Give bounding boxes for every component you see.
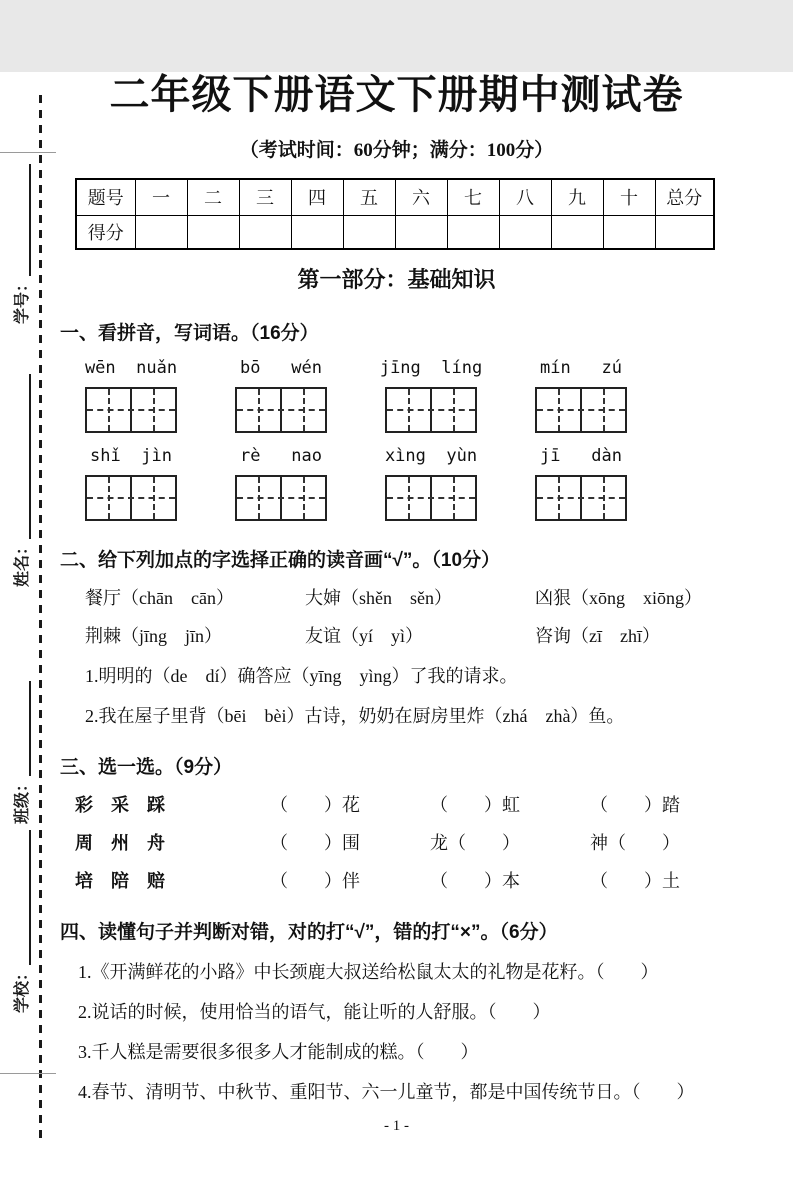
school-blank	[13, 830, 31, 965]
q3-options: 彩 采 踩	[75, 795, 165, 815]
question-3-heading: 三、选一选。（9分）	[60, 757, 233, 778]
score-table	[75, 178, 715, 250]
score-table-score-row	[76, 215, 714, 249]
q3-item: 神（ ）	[590, 833, 680, 853]
q3-item: （ ）踏	[590, 795, 680, 815]
q3-item: （ ）伴	[270, 871, 360, 891]
student-id-field	[13, 164, 31, 324]
grid-cell	[280, 477, 325, 519]
student-name-blank	[13, 374, 31, 539]
paper-content	[60, 72, 733, 1135]
writing-grid	[235, 475, 327, 521]
class-field	[13, 681, 31, 824]
q2-word-row-1	[85, 584, 733, 610]
writing-grid	[535, 475, 627, 521]
q2-word: 友谊（yí yì）	[305, 626, 424, 646]
q2-word: 荆棘（jīng jīn）	[85, 626, 223, 646]
binding-dashed-line	[39, 95, 42, 1141]
student-name-field	[13, 374, 31, 587]
q3-item: （ ）虹	[430, 795, 520, 815]
question-1-heading: 一、看拼音，写词语。（16分）	[60, 323, 319, 344]
grid-cell	[130, 477, 175, 519]
question-4-heading: 四、读懂句子并判断对错，对的打“√”，错的打“×”。（6分）	[60, 922, 558, 943]
grid-cell	[580, 389, 625, 431]
col-3: 三	[239, 179, 291, 215]
pinyin-word-block	[385, 446, 477, 521]
pinyin-label: shǐ jìn	[90, 446, 172, 466]
q2-word: 大婶（shěn sěn）	[305, 588, 452, 608]
class-label: 班级：	[14, 775, 31, 824]
total-score-label: 总分	[655, 179, 714, 215]
writing-grid	[85, 475, 177, 521]
pinyin-label: mín zú	[540, 358, 622, 378]
score-label: 得分	[76, 215, 135, 249]
grid-cell	[280, 389, 325, 431]
writing-grid	[535, 387, 627, 433]
pinyin-word-block	[379, 358, 483, 433]
page-number: - 1 -	[384, 1118, 409, 1134]
grid-cell	[130, 389, 175, 431]
col-8: 八	[499, 179, 551, 215]
score-cell	[239, 215, 291, 249]
pinyin-row-1	[85, 358, 733, 433]
score-cell	[551, 215, 603, 249]
q2-word: 餐厅（chān cān）	[85, 588, 234, 608]
writing-grid	[85, 387, 177, 433]
total-score-cell	[655, 215, 714, 249]
grid-cell	[387, 389, 430, 431]
pinyin-word-block	[535, 446, 627, 521]
q4-item-4: 4.春节、清明节、中秋节、重阳节、六一儿童节，都是中国传统节日。（ ）	[78, 1082, 695, 1102]
q3-item: （ ）花	[270, 795, 360, 815]
paper-title: 二年级下册语文下册期中测试卷	[109, 72, 684, 117]
pinyin-label: rè nao	[240, 446, 322, 466]
score-cell	[135, 215, 187, 249]
pinyin-label: jīng líng	[379, 358, 483, 378]
grid-cell	[87, 389, 130, 431]
student-id-blank	[13, 164, 31, 276]
pinyin-label: bō wén	[240, 358, 322, 378]
score-cell	[603, 215, 655, 249]
score-cell	[499, 215, 551, 249]
q3-item: （ ）围	[270, 833, 360, 853]
question-2-heading: 二、给下列加点的字选择正确的读音画“√”。（10分）	[60, 550, 501, 571]
grid-cell	[237, 477, 280, 519]
pinyin-word-block	[85, 446, 177, 521]
q3-item: 龙（ ）	[430, 833, 520, 853]
grid-cell	[537, 477, 580, 519]
q4-item-2: 2.说话的时候，使用恰当的语气，能让听的人舒服。（ ）	[78, 1002, 551, 1022]
pinyin-label: wēn nuǎn	[84, 358, 178, 378]
q2-sentence-2: 2.我在屋子里背（bēi bèi）古诗，奶奶在厨房里炸（zhá zhà）鱼。	[85, 706, 625, 726]
class-blank	[13, 681, 31, 776]
binding-tick-top	[0, 152, 56, 153]
score-cell	[395, 215, 447, 249]
q3-row-3	[75, 867, 733, 893]
writing-grid	[235, 387, 327, 433]
q2-sentence-1: 1.明明的（de dí）确答应（yīng yìng）了我的请求。	[85, 666, 518, 686]
score-cell	[187, 215, 239, 249]
question-number-label: 题号	[76, 179, 135, 215]
student-id-label: 学号：	[14, 275, 31, 324]
pinyin-word-block	[85, 358, 177, 433]
q4-item-1: 1.《开满鲜花的小路》中长颈鹿大叔送给松鼠太太的礼物是花籽。（ ）	[78, 962, 659, 982]
pinyin-word-block	[535, 358, 627, 433]
grid-cell	[387, 477, 430, 519]
exam-paper-page	[0, 72, 793, 1193]
grid-cell	[430, 389, 475, 431]
pinyin-word-block	[235, 358, 327, 433]
q3-options: 培 陪 赔	[75, 871, 165, 891]
grid-cell	[537, 389, 580, 431]
q3-options: 周 州 舟	[75, 833, 165, 853]
col-9: 九	[551, 179, 603, 215]
q4-item-3: 3.千人糕是需要很多很多人才能制成的糕。（ ）	[78, 1042, 479, 1062]
writing-grid	[385, 387, 477, 433]
pinyin-row-2	[85, 446, 733, 521]
exam-info: （考试时间：60分钟；满分：100分）	[239, 140, 554, 161]
score-table-header-row	[76, 179, 714, 215]
q3-item: （ ）本	[430, 871, 520, 891]
q2-word-row-2	[85, 622, 733, 648]
col-2: 二	[187, 179, 239, 215]
grid-cell	[430, 477, 475, 519]
q2-word: 凶狠（xōng xiōng）	[535, 588, 703, 608]
q3-row-2	[75, 829, 733, 855]
school-field	[13, 830, 31, 1013]
q3-row-1	[75, 791, 733, 817]
q3-item: （ ）土	[590, 871, 680, 891]
score-cell	[447, 215, 499, 249]
col-10: 十	[603, 179, 655, 215]
col-5: 五	[343, 179, 395, 215]
pinyin-word-block	[235, 446, 327, 521]
writing-grid	[385, 475, 477, 521]
grid-cell	[87, 477, 130, 519]
grid-cell	[580, 477, 625, 519]
grid-cell	[237, 389, 280, 431]
binding-tick-bottom	[0, 1073, 56, 1074]
student-name-label: 姓名：	[14, 538, 31, 587]
score-cell	[343, 215, 395, 249]
pinyin-label: jī dàn	[540, 446, 622, 466]
school-label: 学校：	[14, 964, 31, 1013]
col-7: 七	[447, 179, 499, 215]
col-1: 一	[135, 179, 187, 215]
section-header: 第一部分：基础知识	[297, 267, 496, 292]
pinyin-label: xìng yùn	[384, 446, 478, 466]
col-6: 六	[395, 179, 447, 215]
score-cell	[291, 215, 343, 249]
q2-word: 咨询（zī zhī）	[535, 626, 660, 646]
col-4: 四	[291, 179, 343, 215]
